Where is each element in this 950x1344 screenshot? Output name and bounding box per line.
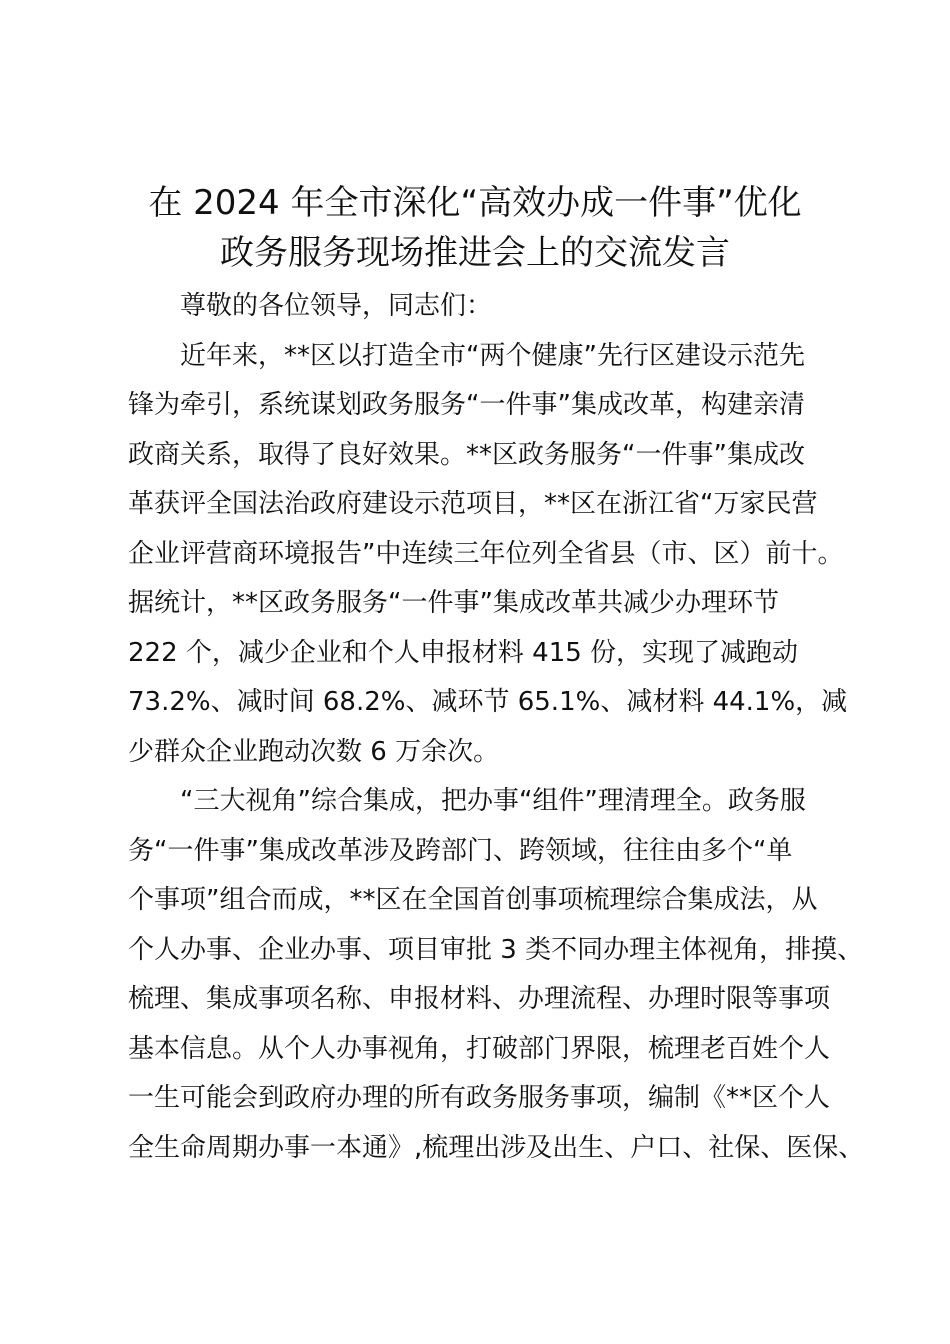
paragraph-1-line: 222 个，减少企业和个人申报材料 415 份，实现了减跑动 — [128, 637, 799, 668]
document-body — [128, 282, 865, 1173]
paragraph-2-line: 梳理、集成事项名称、申报材料、办理流程、办理时限等事项 — [128, 984, 831, 1014]
paragraph-1-line: 革获评全国法治政府建设示范项目，**区在浙江省“万家民营 — [128, 489, 818, 519]
paragraph-2 — [128, 777, 865, 1173]
paragraph-1-line: 政商关系，取得了良好效果。**区政务服务“一件事”集成改 — [128, 439, 805, 470]
paragraph-2-line: 基本信息。从个人办事视角，打破部门界限，梳理老百姓个人 — [128, 1033, 831, 1064]
paragraph-2-line: 个事项”组合而成，**区在全国首创事项梳理综合集成法，从 — [128, 885, 818, 915]
paragraph-1-line: 少群众企业跑动次数 6 万余次。 — [128, 736, 500, 767]
paragraph-1-line: 据统计，**区政务服务“一件事”集成改革共减少办理环节 — [128, 588, 779, 618]
paragraph-2-line: 全生命周期办事一本通》,梳理出涉及出生、户口、社保、医保、 — [128, 1132, 865, 1163]
paragraph-2-line: “三大视角”综合集成，把办事“组件”理清理全。政务服 — [180, 786, 806, 816]
paragraph-1-line: 73.2%、减时间 68.2%、减环节 65.1%、减材料 44.1%，减 — [128, 687, 848, 717]
title-line-1: 在 2024 年全市深化“高效办成一件事”优化 — [148, 183, 802, 223]
paragraph-1 — [128, 332, 850, 778]
paragraph-1-line: 锋为牵引，系统谋划政务服务“一件事”集成改革，构建亲清 — [128, 390, 805, 420]
paragraph-2-line: 一生可能会到政府办理的所有政务服务事项，编制《**区个人 — [128, 1083, 831, 1113]
paragraph-2-line: 务“一件事”集成改革涉及跨部门、跨领域，往往由多个“单 — [128, 835, 793, 866]
paragraph-2-line: 个人办事、企业办事、项目审批 3 类不同办理主体视角，排摸、 — [128, 934, 864, 965]
paragraph-1-line: 企业评营商环境报告”中连续三年位列全省县（市、区）前十。 — [128, 538, 844, 569]
document-title — [100, 178, 850, 278]
salutation: 尊敬的各位领导，同志们： — [180, 291, 493, 321]
title-line-2: 政务服务现场推进会上的交流发言 — [220, 233, 730, 273]
paragraph-1-line: 近年来，**区以打造全市“两个健康”先行区建设示范先 — [180, 340, 805, 371]
